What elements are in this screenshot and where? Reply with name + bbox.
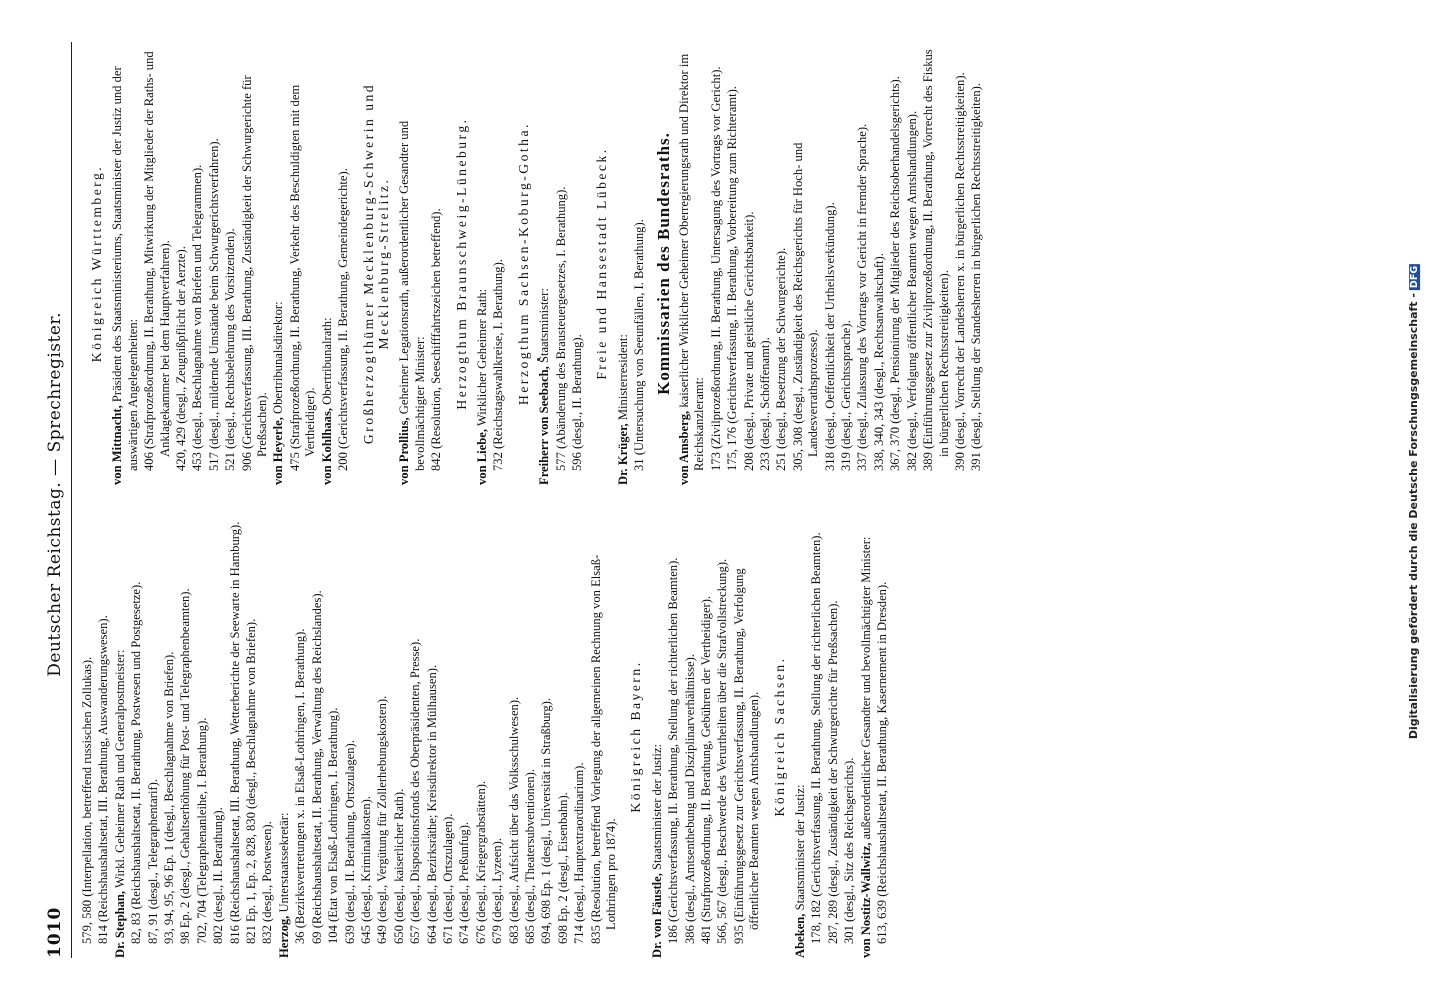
speech-reference: 98 Ep. 2 (desgl., Gehaltserhöhung für Post- und Telegraphenbeamten). [178,588,193,944]
page-number: 1010 [45,906,65,958]
speech-reference: 338, 340, 343 (desgl., Rechtsanwaltschaft). [871,253,886,471]
speaker-name: von Amsberg, [677,410,691,485]
speech-reference: 613, 639 (Reichshaushaltsetat, II. Berathung, Kasernement in Dresden). [875,581,890,944]
section-heading: Königreich Sachsen. [771,656,787,817]
column-left [80,515,1360,958]
speaker-title: kaiserlicher Wirklicher Geheimer Oberregierungsrath und Direktor im Reichskanzleramt: [677,53,707,471]
speech-reference: 842 (Resolution, Seeschifffahrtszeichen betreffend). [429,208,444,471]
speaker-name: von Liebe, [474,429,489,485]
speaker-name: Freiherr von Seebach, [537,366,552,485]
speech-reference: 702, 704 (Telegraphenanleihe, I. Berathung). [194,717,209,944]
section-heading: Herzogthum Sachsen-Koburg-Gotha. [515,122,531,405]
speaker-name: von Prollius, [397,417,412,485]
speech-reference: 453 (desgl., Beschlagnahme von Briefen und Telegrammen). [190,164,205,471]
speech-reference: 835 (Resolution, betreffend Vorlegung der allgemeinen Rechnung von Elsaß-Lothringen pro 1874). [588,554,618,944]
speech-reference: 93, 94, 95, 96 Ep. 1 (desgl., Beschlagnahme von Briefen). [162,651,177,944]
speaker-entry [650,515,665,958]
speaker-name: von Heyerle, [271,417,286,485]
speech-reference: 657 (desgl., Dispositionsfonds des Oberpräsidenten, Presse). [408,638,423,944]
speech-reference: 683 (desgl., Aufsicht über das Volksschulwesen). [506,696,521,944]
speech-reference: 173 (Zivilprozeßordnung, II. Berathung, Untersagung des Vortrags vor Gericht). [708,66,723,471]
speech-reference: 566, 567 (desgl., Beschwerde des Verurtheilten über die Strafvollstreckung). [715,558,730,944]
speaker-entry [277,515,292,958]
speech-reference: 685 (desgl., Theatersubventionen). [522,769,537,944]
speech-reference: 650 (desgl., kaiserlicher Rath). [391,788,406,944]
speech-reference: 337 (desgl., Zulassung des Vortrags vor Gericht in fremder Sprache). [855,123,870,471]
register-columns [80,42,1360,958]
credit-text: Digitalisierung gefördert durch die Deutsche Forschungsgemeinschaft - [1407,292,1421,739]
speaker-name: Abeken, [793,913,808,958]
speech-reference: 814 (Reichshaushaltsetat, III. Berathung, Auswanderungswesen). [96,615,111,944]
speech-reference: 390 (desgl., Vorrecht der Landesherren x. in bürgerlichen Rechtsstreitigkeiten). [952,72,967,471]
speech-reference: 87, 91 (desgl., Telegraphentarif). [145,779,160,944]
speaker-entry [616,42,631,485]
speech-reference: 251 (desgl., Besetzung der Schwurgerichte). [774,247,789,471]
speech-reference: 178, 182 (Gerichtsverfassung, II. Berathung, Stellung der richterlichen Beamten). [809,532,824,944]
speech-reference: 577 (Abänderung des Brausteuergesetzes, I. Berathung). [553,186,568,471]
speech-reference: 287, 289 (desgl., Zuständigkeit der Schwurgerichte für Preßsachen). [825,600,840,944]
speaker-name: Dr. Krüger, [615,423,630,485]
speaker-name: von Kohlhaas, [319,408,334,485]
speech-reference: 104 (Etat von Elsaß-Lothringen, I. Berathung). [326,707,341,944]
speech-reference: 732 (Reichstagswahlkreise, I. Berathung). [491,259,506,471]
speech-reference: 475 (Strafprozeßordnung, II. Berathung, Verkehr des Beschuldigten mit dem Vertheidiger). [287,84,318,471]
speech-reference: 671 (desgl., Ortszulagen). [440,813,455,944]
speaker-entry [859,515,874,958]
speaker-title: Staatsminister der Justiz: [793,784,808,914]
speech-reference: 389 (Einführungsgesetz zur Zivilprozeßordnung, II. Berathung, Vorrecht des Fiskus in bürgerlichen Rechtsstreitigkeiten). [921,49,951,471]
speech-reference: 714 (desgl., Hauptextraordinarium). [572,762,587,944]
speech-reference: 645 (desgl., Kriminalkosten). [358,796,373,944]
register-page [31,20,1401,980]
speaker-title: Präsident des Staatsministeriums, Staatsminister der Justiz und der auswärtigen Angelegenheiten: [110,66,140,471]
dfg-credit [1403,8,1425,994]
speaker-entry [475,42,490,485]
speech-reference: 802 (desgl., II. Berathung). [211,807,226,944]
speaker-entry [677,42,708,485]
speech-reference: 186 (Gerichtsverfassung, II. Berathung, Stellung der richterlichen Beamten). [666,557,681,944]
speech-reference: 386 (desgl., Amtsenthebung und Disziplinarverhältnisse). [682,654,697,944]
speech-reference: 319 (desgl., Gerichtssprache). [839,320,854,471]
speaker-entry [320,42,335,485]
speech-reference: 318 (desgl., Oeffentlichkeit der Urtheilsverkündung). [822,202,837,471]
section-heading: Königreich Bayern. [628,660,644,813]
speech-reference: 698 Ep. 2 (desgl., Eisenbahn). [555,792,570,944]
speaker-name: Dr. Stephan, [112,890,127,958]
speech-reference: 596 (desgl., II. Berathung). [569,334,584,471]
speaker-entry [397,42,428,485]
speech-reference: 69 (Reichshaushaltsetat, II. Berathung, Verwaltung des Reichslandes). [309,590,324,944]
section-heading: Herzogthum Braunschweig-Lüneburg. [453,117,469,410]
speech-reference: 406 (Strafprozeßordnung, II. Berathung, Mitwirkung der Mitglieder der Raths- und Anklagekammer bei dem Hauptverfahren). [142,51,172,471]
speech-reference: 694, 698 Ep. 1 (desgl., Universität in Straßburg). [539,697,554,944]
speaker-title: Ministerresident: [615,334,630,424]
speaker-title: Obertribunalrath: [319,317,334,408]
speech-reference: 521 (desgl., Rechtsbelehrung des Vorsitzenden). [223,228,238,471]
speech-reference: 676 (desgl., Kriegergrabstätten). [473,780,488,944]
page-header [45,42,65,958]
speech-reference: 305, 308 (desgl., Zuständigkeit des Reichsgerichts für Hoch- und Landesverrathsprozesse). [790,142,821,471]
speech-reference: 382 (desgl., Verfolgung öffentlicher Beamten wegen Amtshandlungen). [904,110,919,471]
speech-reference: 481 (Strafprozeßordnung, II. Berathung, Gebühren der Vertheidiger). [699,595,714,944]
column-right [80,42,1360,485]
speech-reference: 200 (Gerichtsverfassung, II. Berathung, Gemeindegerichte). [336,168,351,471]
dfg-logo: DFG [1409,265,1421,288]
speaker-name: von Mittnacht, [110,405,125,485]
speech-reference: 391 (desgl., Stellung der Standesherren in bürgerlichen Rechtsstreitigkeiten). [969,83,984,471]
speech-reference: 208 (desgl., Private und geistliche Gerichtsbarkeit). [741,211,756,471]
section-heading: Königreich Württemberg. [89,164,104,363]
speech-reference: 816 (Reichshaushaltsetat, III. Berathung, Wetterberichte der Seewarte in Hamburg). [227,521,242,944]
speech-reference: 935 (Einführungsgesetz zur Gerichtsverfassung, II. Berathung, Verfolgung öffentlicher Beamten wegen Amtshandlungen). [731,568,762,944]
speaker-title: Unterstaatssekretär: [276,812,291,916]
speech-reference: 906 (Gerichtsverfassung, III. Berathung, Zuständigkeit der Schwurgerichte für Preßsachen). [239,75,270,471]
speech-reference: 679 (desgl., Lyzeen). [490,838,505,944]
speech-reference: 517 (desgl., mildernde Umstände beim Schwurgerichtsverfahren). [206,138,221,471]
speech-reference: 832 (desgl., Postwesen). [260,821,275,944]
speaker-title: Geheimer Legationsrath, außerordentlicher Gesandter und bevollmächtigter Minister: [397,120,427,471]
speaker-title: Wirkl. Geheimer Rath und Generalpostmeister: [112,649,127,891]
speaker-entry [110,42,141,485]
speech-reference: 31 (Untersuchung von Seeunfällen, I. Berathung). [632,219,647,471]
speech-reference: 639 (desgl., II. Berathung, Ortszulagen). [342,740,357,944]
speaker-name: von Nostitz-Wallwitz, [858,842,873,958]
speech-reference: 301 (desgl., Sitz des Reichsgerichts). [842,757,857,944]
speech-reference: 82, 83 (Reichshaushaltsetat, II. Berathung, Postwesen und Postgesetze). [129,581,144,944]
speech-reference: 233 (desgl., Schöffenamt). [758,337,773,471]
section-heading: Großherzogthümer Mecklenburg-Schwerin und Mecklenburg-Strelitz. [360,82,391,445]
speaker-title: Wirklicher Geheimer Rath: [474,288,489,430]
speaker-name: Herzog, [276,915,291,958]
speaker-entry [271,42,286,485]
speaker-title: Obertribunalsdirektor: [271,301,286,418]
speech-reference: 674 (desgl., Preßunfug). [457,821,472,944]
speech-reference: 367, 370 (desgl., Pensionirung der Mitglieder des Reichsoberhandelsgerichts). [888,76,903,471]
speech-reference: 664 (desgl., Bezirksräthe; Kreisdirektor in Mülhausen). [424,664,439,944]
major-section-heading: Kommissarien des Bundesraths. [653,132,673,395]
speaker-entry [537,42,552,485]
speaker-title: Staatsminister: [537,288,552,367]
running-title: Deutscher Reichstag. — Sprechregister. [45,311,65,677]
speech-reference: 649 (desgl., Vergütung für Zollerhebungskosten). [375,695,390,944]
speaker-name: Dr. von Fäustle, [649,873,664,958]
speech-reference: 821 Ep. 1, Ep. 2, 828, 830 (desgl., Beschlagnahme von Briefen). [244,618,259,944]
speech-reference: 36 (Bezirksvertretungen x. in Elsaß-Lothringen, I. Berathung). [293,628,308,944]
speech-reference: 579, 580 (Interpellation, betreffend russischen Zollukas). [80,656,94,944]
header-rule [71,42,72,958]
speaker-title: außerordentlicher Gesandter und bevollmächtigter Minister: [858,536,873,843]
speaker-entry [793,515,808,958]
speaker-title: Staatsminister der Justiz: [649,744,664,874]
speech-reference: 420, 429 (desgl., Zeugnißpflicht der Aerzte). [174,246,189,471]
section-heading: Freie und Hansestadt Lübeck. [594,147,610,380]
speaker-entry [113,515,128,958]
speech-reference: 175, 176 (Gerichtsverfassung, II. Berathung, Vorbereitung zum Richteramt). [725,86,740,471]
